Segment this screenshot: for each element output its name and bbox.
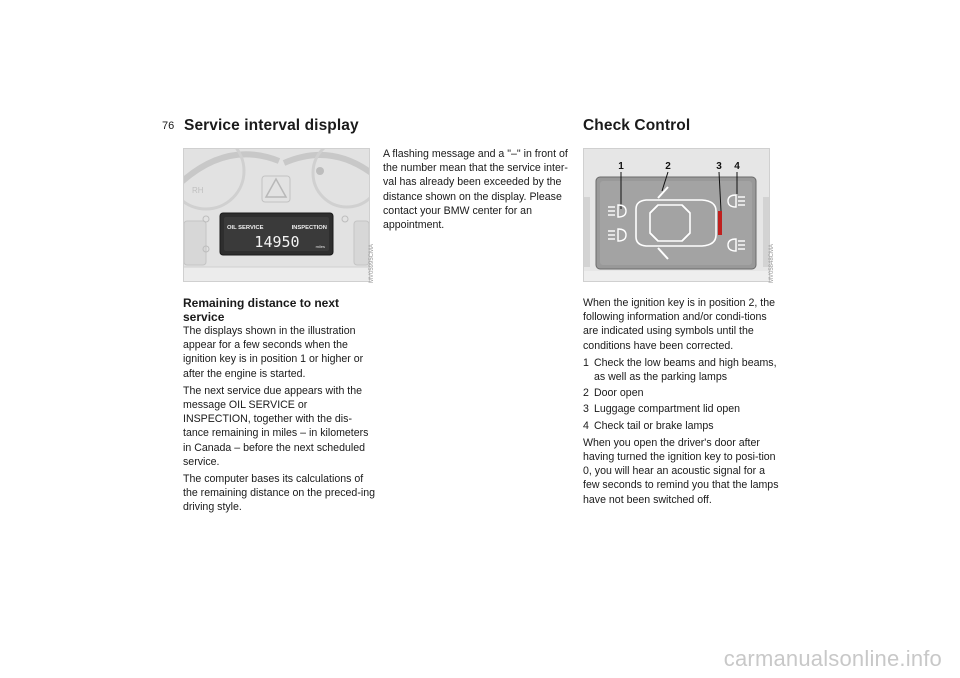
instrument-cluster-drawing [184,149,369,281]
flashing-message-text [383,147,577,235]
list-item-text: Luggage compartment lid open [594,403,741,416]
list-item [583,386,779,400]
list-item [583,419,779,433]
callout-4: 4 [734,161,740,172]
section-title-check-control: Check Control [583,117,691,134]
callout-1: 1 [618,161,624,172]
check-control-drawing [584,149,769,281]
service-body-text [183,324,375,518]
check-control-illustration [583,148,770,282]
list-item-text: Check the low beams and high beams, as well as the parking lamps [594,356,777,384]
callout-2: 2 [665,161,671,172]
list-item-number: 4 [583,419,589,432]
gauge-label: RH [192,186,204,195]
flashing-message-paragraph: A flashing message and a "–" in front of the number mean that the service inter-val has already been exceeded by the distance shown on the display. Please contact your BMW center for an appointment. [383,148,568,232]
section-title-service-interval: Service interval display [184,117,359,134]
list-item-number: 3 [583,403,589,416]
subheading-remaining-distance: Remaining distance to next service [183,296,340,324]
callout-3: 3 [716,161,722,172]
list-item-text: Door open [594,387,644,400]
list-item [583,402,779,416]
list-item-text: Check tail or brake lamps [594,419,714,432]
page-number: 76 [162,120,175,132]
display-distance-value: 14950 [254,233,300,251]
display-unit: miles [315,244,325,249]
display-inspection-label: INSPECTION [291,225,327,231]
luggage-lid-open-indicator [718,211,722,235]
service-paragraph-2: The next service due appears with the message OIL SERVICE or INSPECTION, together with the dis-tance remaining in miles – in kilometers in Canada – before the next scheduled service. [183,384,369,468]
service-paragraph-3: The computer bases its calculations of the remaining distance on the preced-ing driving style. [183,473,375,514]
check-control-list [583,356,779,433]
figure-id-service: MV05995CMA [369,243,375,283]
service-paragraph-1: The displays shown in the illustration appear for a few seconds when the ignition key is in position 1 or higher or after the engine is started. [183,325,364,380]
display-oil-service-label: OIL SERVICE [227,225,264,231]
check-control-intro: When the ignition key is in position 2, the following information and/or condi-tions are indicated using symbols until the conditions have been corrected. [583,297,775,352]
list-item [583,356,779,384]
footer-watermark: carmanualsonline.info [723,646,942,671]
list-item-number: 1 [583,356,589,369]
service-interval-illustration [183,148,370,282]
check-control-body-text [583,296,779,510]
figure-id-check-control: MV05848CMA [769,243,775,283]
list-item-number: 2 [583,387,589,400]
check-control-outro: When you open the driver's door after having turned the ignition key to posi-tion 0, you will hear an acoustic signal for a few seconds to remind you that the lamps have not been switched off. [583,436,779,506]
